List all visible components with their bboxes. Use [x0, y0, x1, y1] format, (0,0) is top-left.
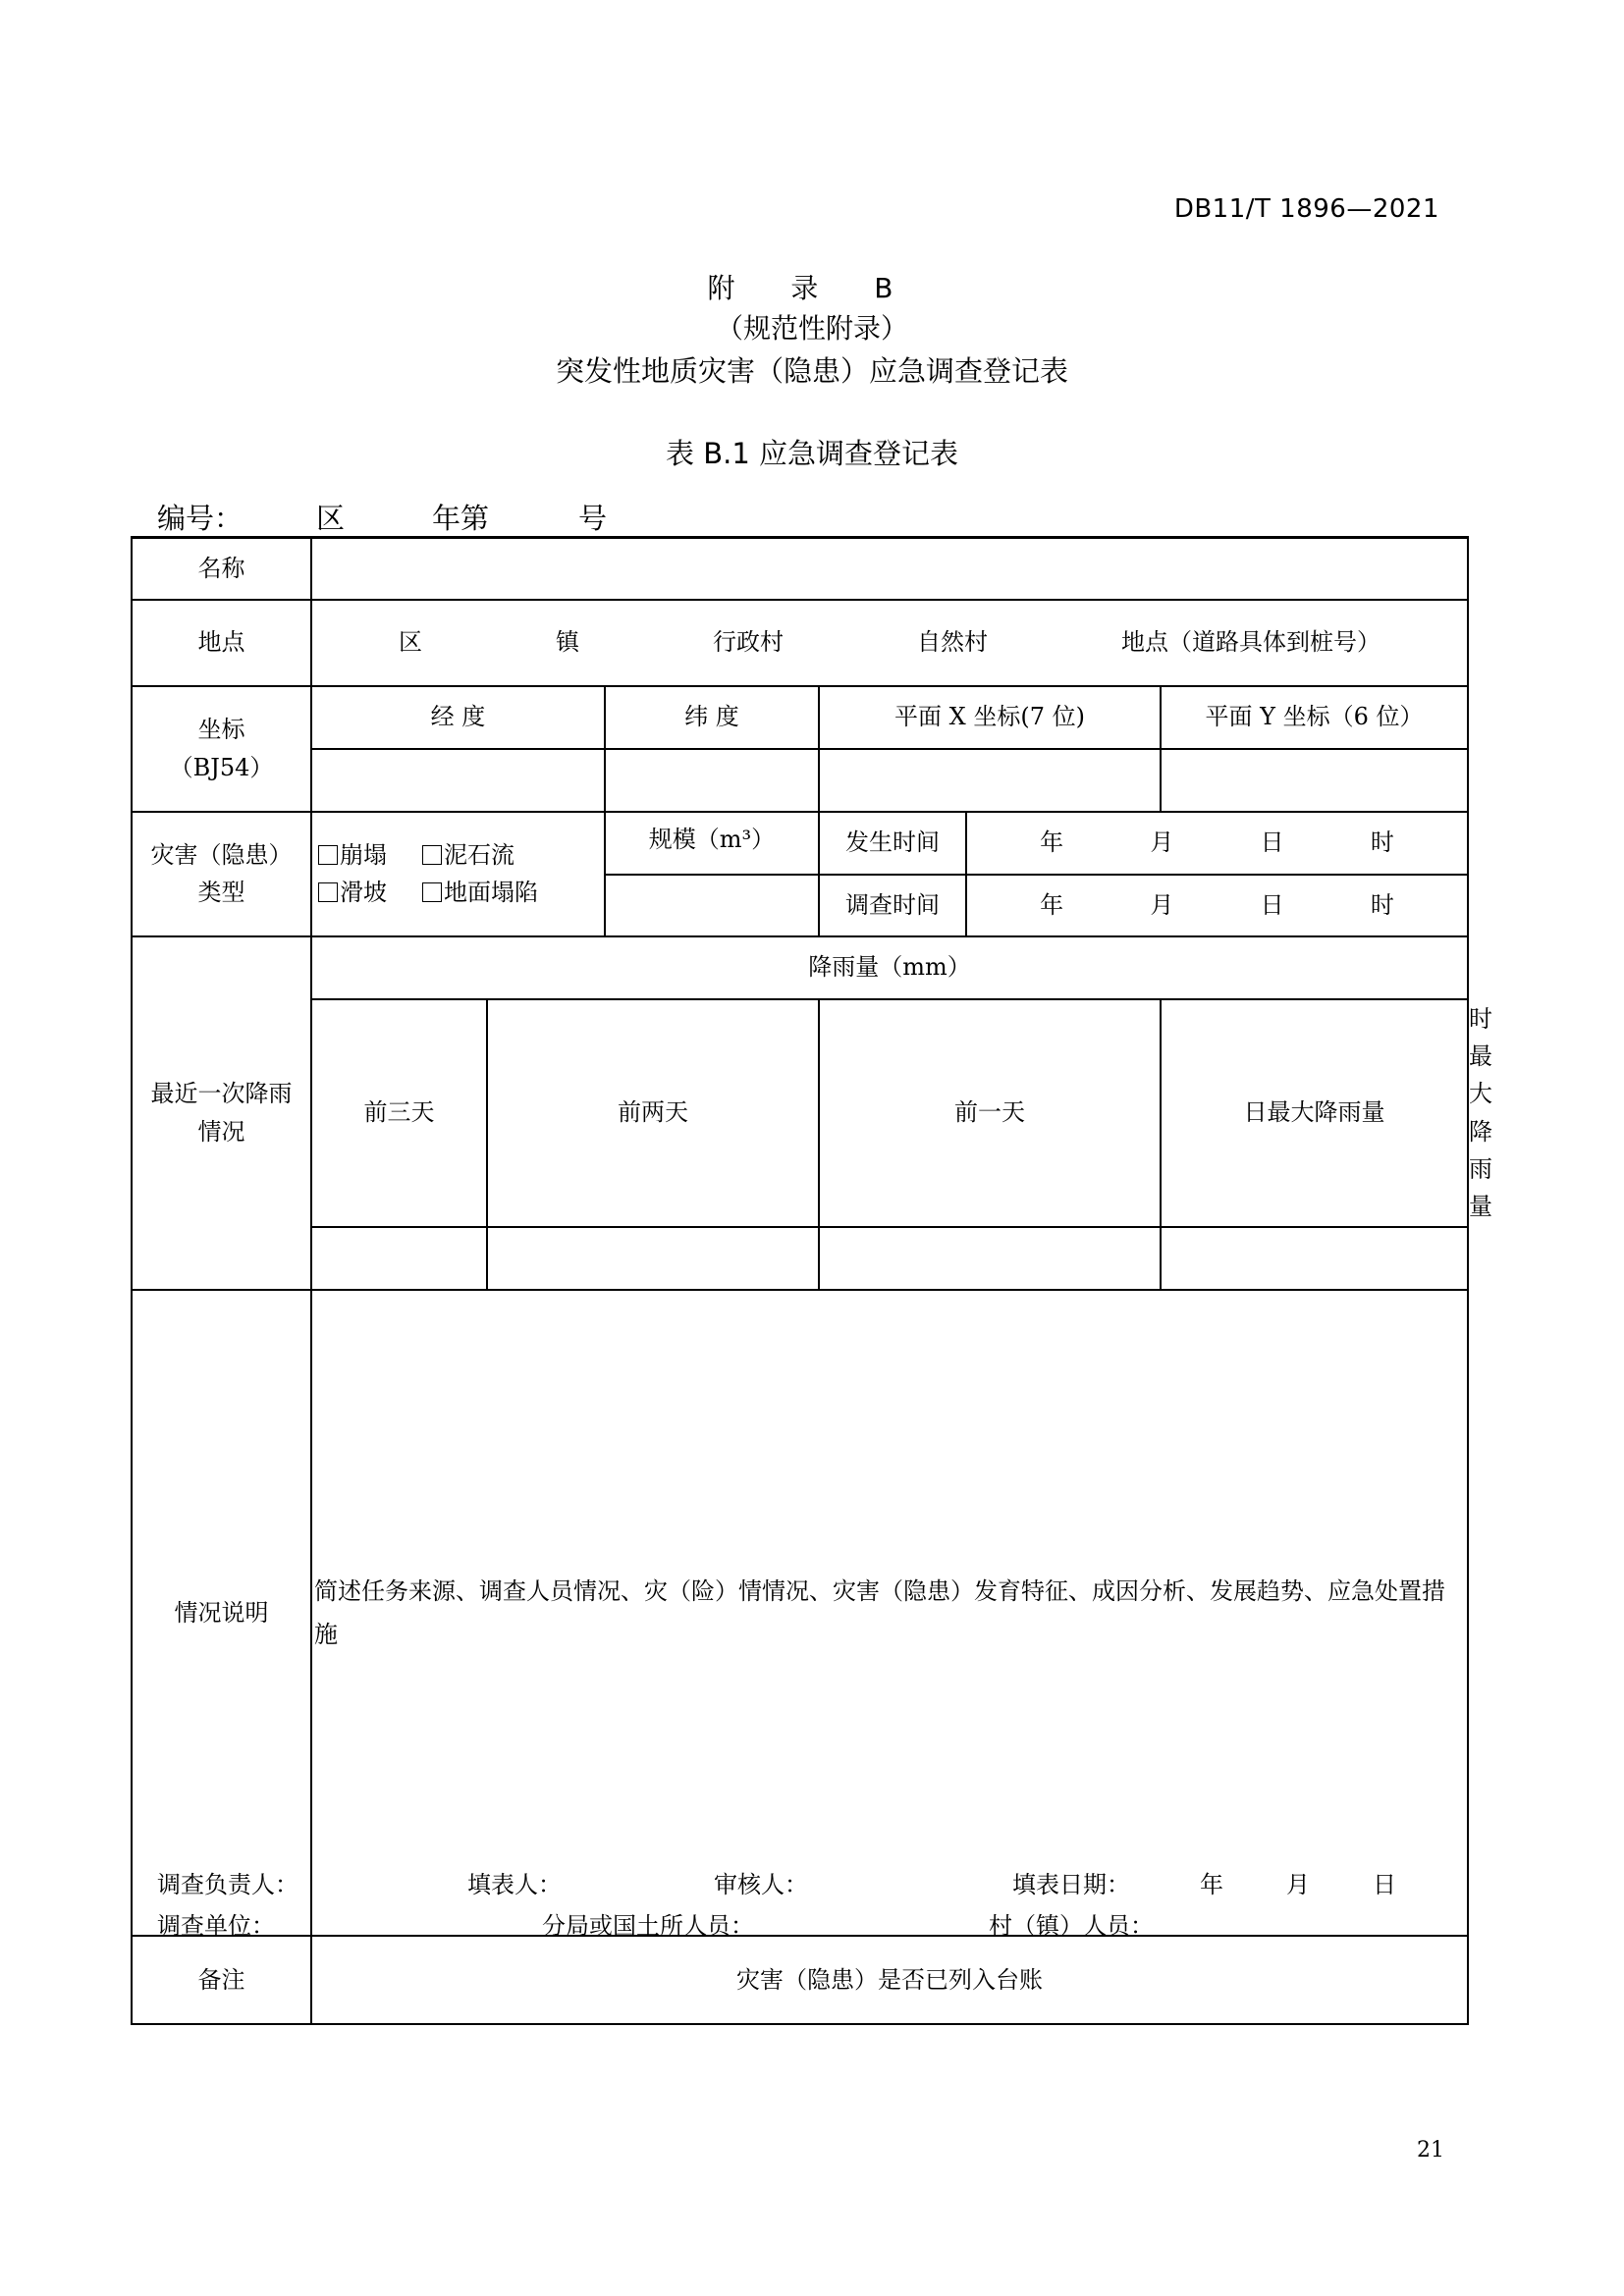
survey-day: 日 [1260, 890, 1284, 919]
hazard-label-line1: 灾害（隐患） [150, 840, 293, 869]
rainfall-label [132, 936, 311, 1290]
survey-hour: 时 [1370, 890, 1394, 919]
appendix-name: 突发性地质灾害（隐患）应急调查登记表 [555, 354, 1068, 388]
footer-bureau: 分局或国土所人员： [542, 1912, 754, 1940]
checkbox-icon[interactable] [422, 845, 442, 865]
remarks-label: 备注 [132, 1936, 311, 2024]
location-natural-village: 自然村 [917, 628, 988, 657]
coords-label [132, 686, 311, 812]
description-field[interactable] [311, 1290, 1468, 1936]
footer-filler: 填表人： [467, 1871, 562, 1898]
rain-2days-field[interactable] [487, 1227, 819, 1290]
location-field[interactable] [311, 600, 1468, 686]
footer-survey-lead: 调查负责人： [157, 1871, 298, 1898]
page-number: 21 [1417, 2138, 1444, 2163]
location-admin-village: 行政村 [713, 628, 784, 657]
serial-number: 号 [578, 502, 608, 535]
location-place: 地点（道路具体到桩号） [1121, 628, 1380, 657]
coords-header-x: 平面 X 坐标(7 位) [819, 686, 1161, 749]
coords-latitude-field[interactable] [605, 749, 819, 812]
checkbox-icon[interactable] [422, 882, 442, 902]
coords-x-field[interactable] [819, 749, 1161, 812]
occur-time-field[interactable] [966, 812, 1468, 875]
occur-hour: 时 [1370, 828, 1394, 857]
footer-reviewer: 审核人： [714, 1871, 808, 1898]
survey-time-field[interactable] [966, 875, 1468, 936]
footer-unit: 调查单位： [157, 1912, 275, 1940]
occur-month: 月 [1150, 828, 1174, 857]
hazard-type-label [132, 812, 311, 936]
remarks-text: 灾害（隐患）是否已列入台账 [736, 1965, 1044, 1994]
footer-village: 村（镇）人员： [989, 1912, 1154, 1940]
option-landslide[interactable]: 滑坡 [318, 874, 387, 911]
checkbox-icon[interactable] [318, 845, 338, 865]
serial-district: 区 [316, 502, 346, 535]
location-district: 区 [399, 628, 422, 657]
coords-label-line2: （BJ54） [169, 753, 274, 781]
serial-label: 编号： [157, 502, 244, 535]
description-label: 情况说明 [132, 1290, 311, 1936]
survey-year: 年 [1040, 890, 1064, 919]
name-label: 名称 [132, 538, 311, 600]
rainfall-label-line1: 最近一次降雨 [150, 1080, 293, 1108]
table-title: 表 B.1 应急调查登记表 [665, 437, 958, 470]
document-code: DB11/T 1896—2021 [1173, 194, 1439, 224]
hazard-type-options [311, 812, 605, 936]
option-collapse[interactable]: 崩塌 [318, 836, 387, 874]
rain-1day-field[interactable] [819, 1227, 1161, 1290]
appendix-title: 附 录 B [707, 272, 917, 304]
option-debris-flow[interactable]: 泥石流 [422, 836, 514, 874]
survey-month: 月 [1150, 890, 1174, 919]
coords-label-line1: 坐标 [197, 716, 245, 744]
rain-col-daily-max: 日最大降雨量 [1161, 999, 1468, 1227]
scale-field[interactable] [605, 875, 819, 936]
footer-fill-date: 填表日期： [1012, 1871, 1130, 1898]
hazard-label-line2: 类型 [197, 879, 245, 906]
serial-year-no: 年第 [432, 502, 490, 535]
footer-year: 年 [1200, 1871, 1223, 1898]
checkbox-icon[interactable] [318, 882, 338, 902]
coords-header-latitude: 纬 度 [605, 686, 819, 749]
location-label: 地点 [132, 600, 311, 686]
appendix-subtitle: （规范性附录） [715, 312, 908, 345]
survey-time-label: 调查时间 [819, 875, 966, 936]
coords-y-field[interactable] [1161, 749, 1468, 812]
rain-col-3days: 前三天 [311, 999, 487, 1227]
remarks-field[interactable] [311, 1936, 1468, 2024]
occur-time-label: 发生时间 [819, 812, 966, 875]
survey-form-table: 名称 地点 区 镇 行政村 自然村 地点（道路具体到桩号） 坐标 （BJ54） 经 度 纬 度 平面 X 坐标(7 位) 平面 Y 坐标（6 位） 灾害（隐患） 类型 崩塌 泥石流 滑坡 地面塌陷 规模（m³） 发生时间 年 月 日 时 调查时间 年 月 日 时 最近一次降雨 情况 降雨量（mm） 前三天 前两天 前一天 日最大降雨量 时最大降雨量 情况说明 简述任务来源、调查人员情况、灾（险）情情况、灾害（隐患）发育特征、成因分析、发展趋势、应急处置措施 备注 灾害（隐患）是否已列入台账 [131, 536, 1469, 2025]
coords-header-longitude: 经 度 [311, 686, 605, 749]
footer-month: 月 [1286, 1871, 1310, 1898]
option-ground-subsidence[interactable]: 地面塌陷 [422, 874, 538, 911]
rain-col-2days: 前两天 [487, 999, 819, 1227]
coords-longitude-field[interactable] [311, 749, 605, 812]
description-text: 简述任务来源、调查人员情况、灾（险）情情况、灾害（隐患）发育特征、成因分析、发展趋势、应急处置措施 [314, 1576, 1445, 1648]
rain-col-1day: 前一天 [819, 999, 1161, 1227]
name-field[interactable] [311, 538, 1468, 600]
occur-year: 年 [1040, 828, 1064, 857]
rainfall-header: 降雨量（mm） [311, 936, 1468, 999]
occur-day: 日 [1260, 828, 1284, 857]
rainfall-label-line2: 情况 [197, 1117, 245, 1146]
rain-3days-field[interactable] [311, 1227, 487, 1290]
footer-day: 日 [1373, 1871, 1396, 1898]
location-town: 镇 [556, 628, 579, 657]
rain-daily-max-field[interactable] [1161, 1227, 1468, 1290]
scale-label: 规模（m³） [605, 812, 819, 875]
coords-header-y: 平面 Y 坐标（6 位） [1161, 686, 1468, 749]
